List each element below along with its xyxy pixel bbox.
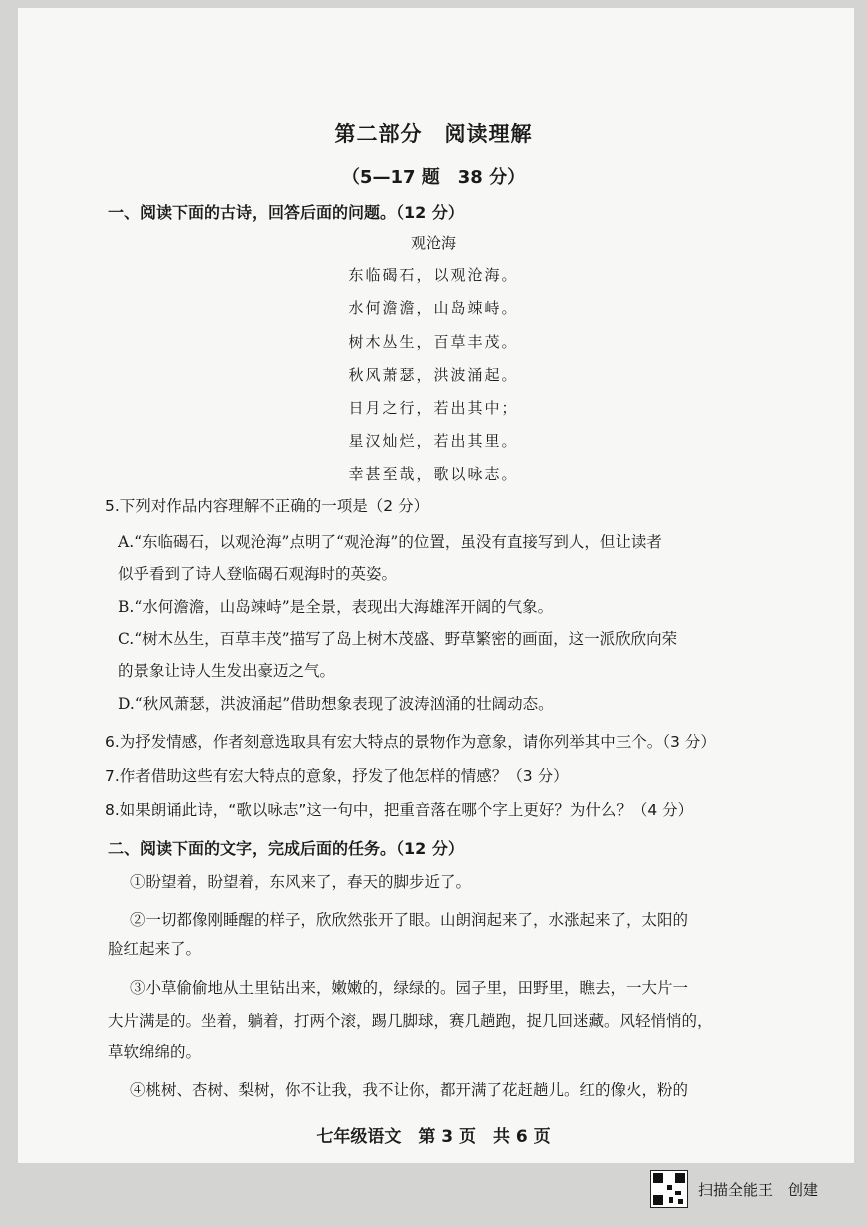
paragraph-2-line2: 脸红起来了。 — [108, 940, 202, 958]
question-6: 6.为抒发情感，作者刻意选取具有宏大特点的景物作为意象，请你列举其中三个。（3 分） — [105, 733, 716, 751]
poem-line: 日月之行，若出其中； — [348, 399, 519, 417]
poem-line: 水何澹澹，山岛竦峙。 — [348, 299, 519, 317]
paragraph-4-line1: ④桃树、杏树、梨树，你不让我，我不让你，都开满了花赶趟儿。红的像火，粉的 — [130, 1081, 689, 1099]
option-b: B.“水何澹澹，山岛竦峙”是全景，表现出大海雄浑开阔的气象。 — [118, 598, 554, 616]
paragraph-1: ①盼望着，盼望着，东风来了，春天的脚步近了。 — [130, 873, 472, 891]
option-c-line2: 的景象让诗人生发出豪迈之气。 — [118, 662, 336, 680]
poem-title: 观沧海 — [410, 234, 456, 252]
qr-code-icon — [650, 1170, 688, 1208]
section2-heading: 二、阅读下面的文字，完成后面的任务。（12 分） — [108, 839, 464, 858]
part-subtitle: （5—17 题 38 分） — [341, 167, 526, 188]
scanner-watermark — [650, 1170, 818, 1208]
question-7: 7.作者借助这些有宏大特点的意象，抒发了他怎样的情感？（3 分） — [105, 767, 569, 785]
section1-heading: 一、阅读下面的古诗，回答后面的问题。（12 分） — [108, 203, 464, 222]
paragraph-3-line1: ③小草偷偷地从土里钻出来，嫩嫩的，绿绿的。园子里，田野里，瞧去，一大片一 — [130, 979, 689, 997]
option-c-line1: C.“树木丛生，百草丰茂”描写了岛上树木茂盛、野草繁密的画面，这一派欣欣向荣 — [118, 630, 678, 648]
question-8: 8.如果朗诵此诗，“歌以咏志”这一句中，把重音落在哪个字上更好？为什么？（4 分） — [105, 801, 694, 819]
page-footer: 七年级语文 第 3 页 共 6 页 — [316, 1127, 551, 1147]
paragraph-2-line1: ②一切都像刚睡醒的样子，欣欣然张开了眼。山朗润起来了，水涨起来了，太阳的 — [130, 911, 689, 929]
part-title: 第二部分 阅读理解 — [334, 122, 533, 146]
poem-line: 秋风萧瑟，洪波涌起。 — [348, 366, 519, 384]
option-a-line1: A.“东临碣石，以观沧海”点明了“观沧海”的位置，虽没有直接写到人，但让读者 — [118, 533, 662, 551]
option-a-line2: 似乎看到了诗人登临碣石观海时的英姿。 — [118, 565, 398, 583]
poem-line: 树木丛生，百草丰茂。 — [348, 333, 519, 351]
poem-line: 东临碣石，以观沧海。 — [348, 266, 519, 284]
paragraph-3-line3: 草软绵绵的。 — [108, 1043, 202, 1061]
question-5: 5.下列对作品内容理解不正确的一项是（2 分） — [105, 497, 430, 515]
watermark-text: 扫描全能王 创建 — [698, 1180, 819, 1199]
option-d: D.“秋风萧瑟，洪波涌起”借助想象表现了波涛汹涌的壮阔动态。 — [118, 695, 554, 713]
poem-line: 幸甚至哉，歌以咏志。 — [348, 465, 519, 483]
paragraph-3-line2: 大片满是的。坐着，躺着，打两个滚，踢几脚球，赛几趟跑，捉几回迷藏。风轻悄悄的， — [108, 1012, 713, 1030]
poem-line: 星汉灿烂，若出其里。 — [348, 432, 519, 450]
